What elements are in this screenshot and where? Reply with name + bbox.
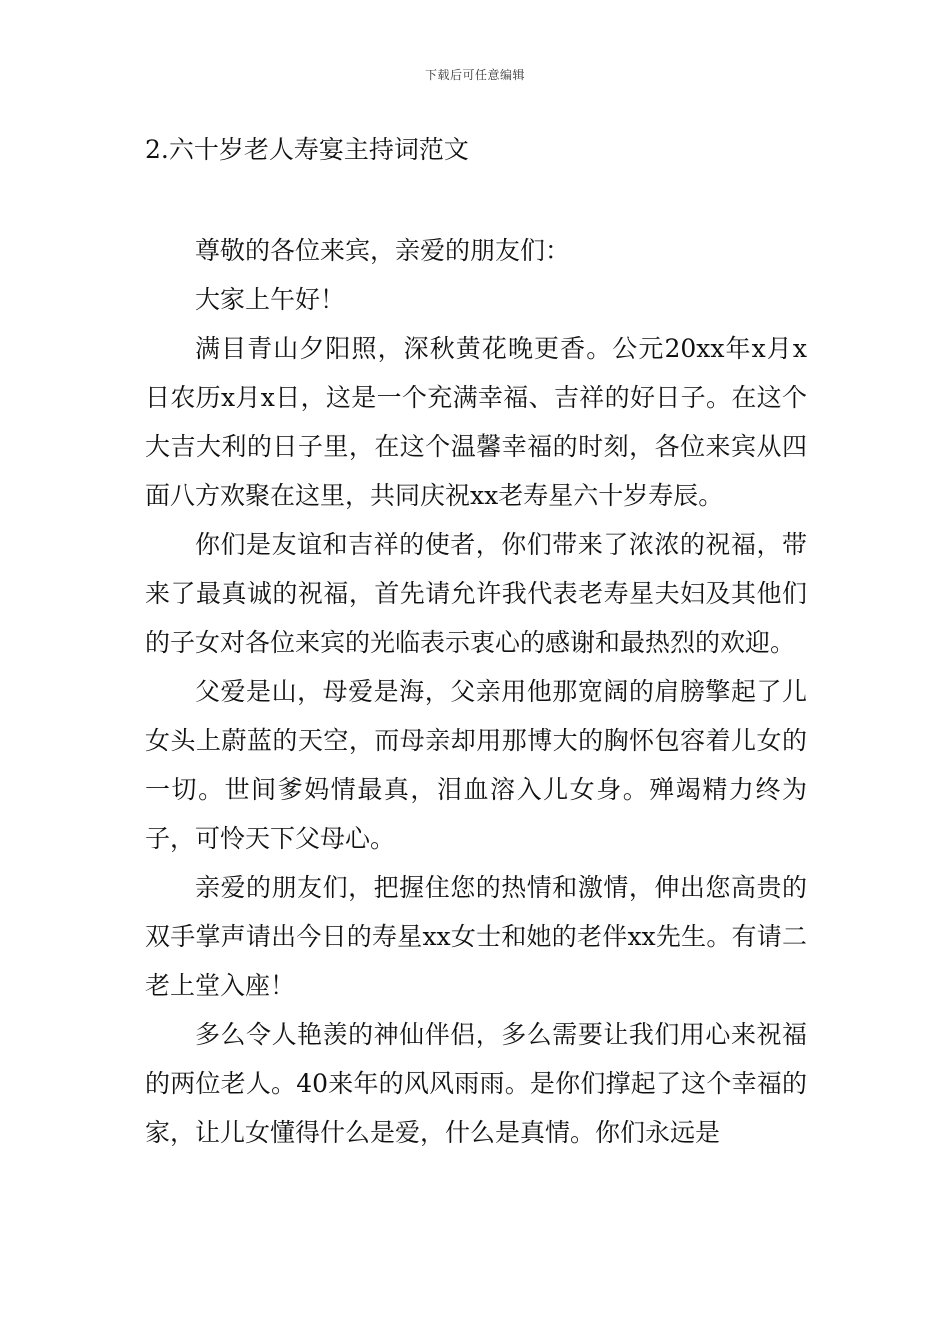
document-body (145, 226, 807, 1157)
paragraph-welcome: 你们是友谊和吉祥的使者，你们带来了浓浓的祝福，带来了最真诚的祝福，首先请允许我代表老寿星夫妇及其他们的子女对各位来宾的光临表示衷心的感谢和最热烈的欢迎。 (145, 530, 807, 657)
download-note: 下载后可任意编辑 (424, 68, 525, 82)
paragraph-parents-love: 父爱是山，母爱是海，父亲用他那宽阔的肩膀擎起了儿女头上蔚蓝的天空，而母亲却用那博大的胸怀包容着儿女的一切。世间爹妈情最真，泪血溶入儿女身。殚竭精力终为子，可怜天下父母心。 (145, 677, 807, 853)
paragraph-invite-couple: 亲爱的朋友们，把握住您的热情和激情，伸出您高贵的双手掌声请出今日的寿星xx女士和她的老伴xx先生。有请二老上堂入座！ (145, 873, 807, 1000)
paragraph-blessing: 多么令人艳羡的神仙伴侣，多么需要让我们用心来祝福的两位老人。40来年的风风雨雨。是你们撑起了这个幸福的家，让儿女懂得什么是爱，什么是真情。你们永远是 (145, 1020, 807, 1147)
document-title: 2.六十岁老人寿宴主持词范文 (145, 135, 469, 164)
paragraph-occasion: 满目青山夕阳照，深秋黄花晚更香。公元20xx年x月x日农历x月x日，这是一个充满幸福、吉祥的好日子。在这个大吉大利的日子里，在这个温馨幸福的时刻，各位来宾从四面八方欢聚在这里，共同庆祝xx老寿星六十岁寿辰。 (145, 334, 807, 510)
paragraph-good-morning: 大家上午好！ (195, 285, 346, 314)
paragraph-greeting: 尊敬的各位来宾，亲爱的朋友们： (195, 236, 571, 265)
